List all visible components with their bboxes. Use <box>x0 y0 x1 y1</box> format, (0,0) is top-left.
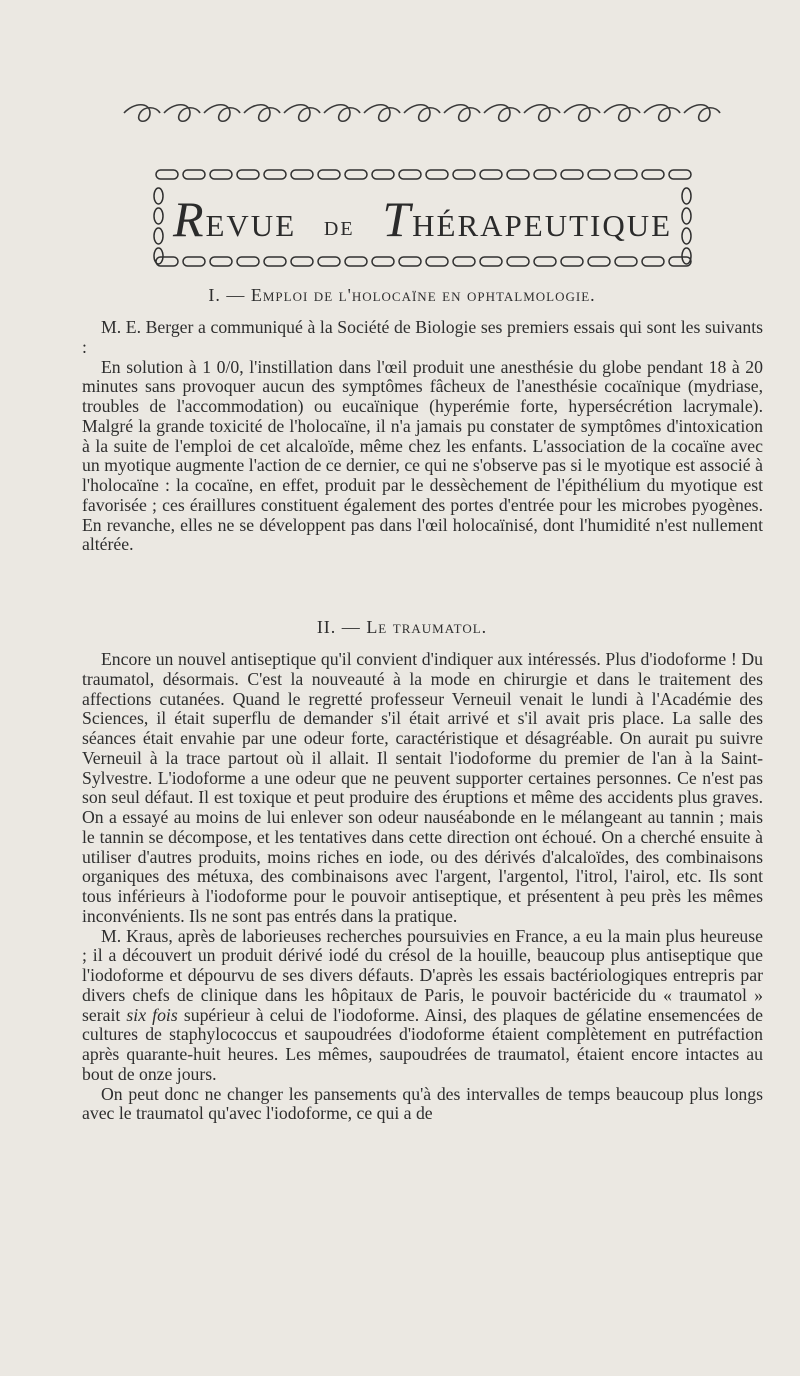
section-2-paragraph-3: On peut donc ne changer les pansements qu'à des intervalles de temps beaucoup plus longs avec le traumatol qu'avec l'iodoforme, ce qui a de <box>82 1083 763 1124</box>
section-2-heading: Le traumatol. <box>366 617 488 637</box>
section-1-heading: Emploi de l'holocaïne en ophtalmologie. <box>250 285 596 305</box>
paragraph-2-text-before: M. Kraus, après de laborieuses recherches poursuivies en France, a eu la main plus heureuse ; il a découvert un produit dérivé iodé du crésol de la houille, beaucoup plus antiseptique que l'iodoforme et dépourvu de ses divers défauts. D'après les essais bactériologiques entrepris par divers chefs de clinique dans les hôpitaux de Paris, le pouvoir bactéricide du « traumatol » serait <box>82 925 763 1025</box>
header-word-de: DE <box>323 217 355 240</box>
section-1-paragraph-2: En solution à 1 0/0, l'instillation dans l'œil produit une anesthésie du globe pendant 18 à 20 minutes sans provoquer aucun des symptômes fâcheux de l'anesthésie cocaïnique (mydriase, troubles de l'accommodation) ou eucaïnique (hyperémie forte, hypersécrétion lacrymale). Malgré la grande toxicité de l'holocaïne, il n'a jamais pu constater de symptômes d'intoxication à la suite de l'emploi de cet alcaloïde, même chez les enfants. L'association de la cocaïne avec un myotique augmente l'action de ce dernier, ce qui ne s'observe pas si le myotique est associé à l'holocaïne : la cocaïne, en effet, produit par le dessèchement de l'épithélium du myotique est favorisée ; ces éraillures constituent également des portes d'entrée pour les microbes pyogènes. En revanche, elles ne se développent pas dans l'œil holocaïnisé, dont l'humidité n'est nullement altérée. <box>82 356 763 555</box>
ornament-band <box>120 100 732 126</box>
header-letter-r: R <box>172 191 206 247</box>
journal-header-title <box>150 191 695 247</box>
emphasis-six-fois: six fois <box>126 1004 178 1025</box>
section-2-paragraph-2 <box>82 927 763 1085</box>
section-1-title <box>82 285 722 306</box>
section-1-body <box>82 318 763 555</box>
section-2-body <box>82 650 763 1124</box>
section-2-number: II. — <box>316 617 361 637</box>
section-2-title <box>82 617 722 638</box>
header-word-therapeutique: HÉRAPEUTIQUE <box>412 208 673 243</box>
header-word-revue: EVUE <box>205 208 297 243</box>
header-letter-t: T <box>382 191 413 247</box>
section-2-paragraph-1: Encore un nouvel antiseptique qu'il convient d'indiquer aux intéressés. Plus d'iodoforme ! Du traumatol, désormais. C'est la nouveauté à la mode en chirurgie et dans le traitement des affections cutanées. Quand le regretté professeur Verneuil venait le lundi à l'Académie des Sciences, il était superflu de demander s'il était arrivé et s'il avait pris place. La salle des séances était envahie par une odeur forte, caractéristique et désagréable. On aurait pu suivre Verneuil à la trace partout où il allait. Il sentait l'iodoforme du premier de l'an à la Saint-Sylvestre. L'iodoforme a une odeur que ne peuvent supporter certaines personnes. Ce n'est pas son seul défaut. Il est toxique et peut produire des éruptions et même des accidents plus graves. On a essayé au moins de lui enlever son odeur nauséabonde en le mélangeant au tannin ; mais le tannin se décompose, et les tentatives dans cette direction ont échoué. On a cherché ensuite à utiliser d'autres produits, moins riches en iode, ou des dérivés d'alcaloïdes, des combinaisons organiques des métuxa, des combinaisons avec l'argent, l'argentol, l'itrol, l'airol, etc. Ils sont tous inférieurs à l'iodoforme pour le pouvoir antiseptique, et présentent à peu près les mêmes inconvénients. Ils ne sont pas entrés dans la pratique. <box>82 649 763 926</box>
section-1-number: I. — <box>208 285 246 305</box>
section-1-paragraph-1: M. E. Berger a communiqué à la Société de Biologie ses premiers essais qui sont les suivants : <box>82 317 763 357</box>
paragraph-2-text-after: supérieur à celui de l'iodoforme. Ainsi, des plaques de gélatine ensemencées de cultures de staphylococcus et saupoudrées d'iodoforme étaient complètement en putréfaction après quarante-huit heures. Les mêmes, saupoudrées de traumatol, étaient encore intactes au bout de onze jours. <box>82 1004 763 1084</box>
